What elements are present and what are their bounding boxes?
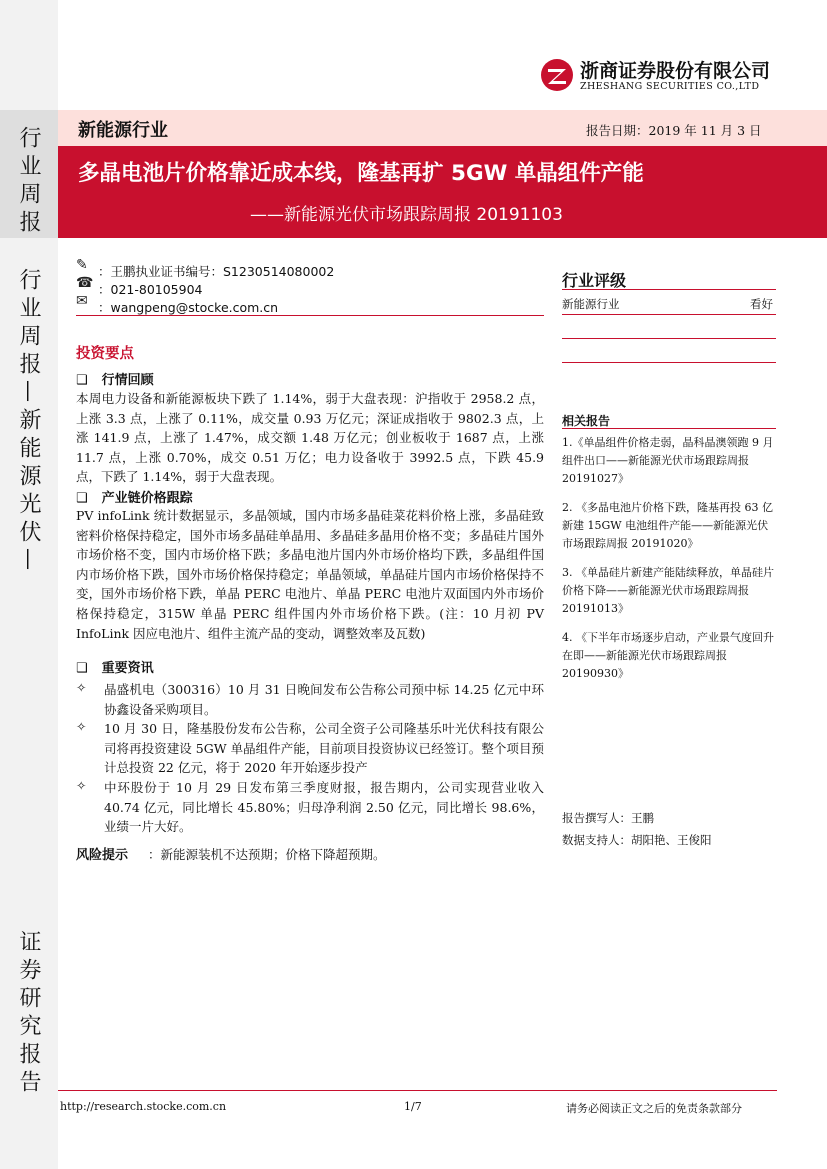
section-heading-text: 重要资讯 (101, 661, 154, 676)
checkbox-bullet-icon: ❑ (76, 373, 88, 388)
news-item: 中环股份于 10 月 29 日发布第三季度财报，报告期内，公司实现营业收入 40.74 亿元，同比增长 45.80%；归母净利润 2.50 亿元，同比增长 98.6%，业绩一片大好。 (104, 780, 544, 835)
section-heading-text: 产业链价格跟踪 (101, 491, 193, 506)
report-title: 多晶电池片价格靠近成本线，隆基再扩 5GW 单晶组件产能 (78, 161, 644, 186)
footer-divider (58, 1090, 777, 1091)
diamond-bullet-icon: ✧ (76, 680, 87, 695)
page-number: 1/7 (404, 1100, 422, 1113)
report-date: 报告日期：2019 年 11 月 3 日 (586, 123, 762, 138)
related-report-item: 1.《单晶组件价格走弱，晶科晶澳领跑 9 月组件出口——新能源光伏市场跟踪周报 20191027》 (562, 436, 774, 486)
market-review-paragraph: 本周电力设备和新能源板块下跌了 1.14%，弱于大盘表现：沪指收于 2958.2 点，上涨 3.3 点，上涨了 0.11%，成交量 0.93 万亿元；深证成指收于 9802.3 点，上涨 141.9 点，上涨了 1.47%，成交额 1.48 万亿元；创业板收于 1687 点，上涨 11.7 点，上涨 0.70%，成交 0.51 万亿；电力设备收于 3992.5 点，下跌 45.9 点，下跌了 1.14%，弱于大盘表现。 (76, 391, 544, 485)
rating-sector: 新能源行业 (562, 297, 620, 311)
diamond-bullet-icon: ✧ (76, 719, 87, 734)
rating-title: 行业评级 (562, 271, 627, 290)
company-logo (540, 56, 775, 100)
news-item: 晶盛机电（300316）10 月 31 日晚间发布公告称公司预中标 14.25 亿元中环协鑫设备采购项目。 (104, 682, 544, 717)
footer-url[interactable]: http://research.stocke.com.cn (60, 1100, 227, 1113)
data-support: 数据支持人：胡阳艳、王俊阳 (562, 833, 712, 847)
key-points-title: 投资要点 (76, 346, 134, 362)
sector-label: 新能源行业 (78, 120, 168, 141)
related-report-item: 3. 《单晶硅片新建产能陆续释放，单晶硅片价格下降——新能源光伏市场跟踪周报 20191013》 (562, 566, 774, 616)
diamond-bullet-icon: ✧ (76, 778, 87, 793)
mail-icon: ✉ (76, 293, 88, 309)
section-heading-news (76, 657, 154, 676)
rating-value: 看好 (750, 297, 773, 311)
side-label-top: 行业周报 (16, 126, 41, 238)
analyst-info: ：王鹏执业证书编号：S1230514080002 (98, 264, 335, 279)
rating-row-divider (562, 362, 776, 363)
report-subtitle: ——新能源光伏市场跟踪周报 20191103 (250, 205, 563, 225)
checkbox-bullet-icon: ❑ (76, 661, 88, 676)
news-item: 10 月 30 日，隆基股份发布公告称，公司全资子公司隆基乐叶光伏科技有限公司将再投资建设 5GW 单晶组件产能，目前项目投资协议已经签订。整个项目预计总投资 22 亿元，将于 2020 年开始逐步投产 (104, 721, 544, 776)
rating-row-divider (562, 314, 776, 315)
brand-name-cn: 浙商证券股份有限公司 (580, 60, 771, 82)
disclaimer-note: 请务必阅读正文之后的免责条款部分 (566, 1102, 742, 1115)
related-reports-title: 相关报告 (562, 414, 611, 428)
logo-mark-icon (540, 58, 574, 92)
related-report-item: 4. 《下半年市场逐步启动，产业景气度回升在即——新能源光伏市场跟踪周报 20190930》 (562, 631, 774, 681)
price-tracking-paragraph: PV infoLink 统计数据显示，多晶领域，国内市场多晶硅菜花料价格上涨，多晶硅致密料价格保持稳定，国外市场多晶硅单晶用、多晶硅多晶用价格不变；多晶硅片国外市场价格不变，国内市场价格下跌；多晶电池片国内外市场价格均下跌，多晶组件国内市场价格下跌，国外市场价格保持稳定；单晶领域，单晶硅片国内市场价格保持不变，国外市场价格下跌，单晶 PERC 电池片、单晶 PERC 电池片双面国内外市场价格保持稳定，315W 单晶 PERC 组件国内外市场价格下跌。(注：10 月初 PV InfoLink 因应电池片、组件主流产品的变动，调整效率及瓦数) (76, 508, 544, 641)
rating-divider (562, 289, 776, 290)
side-label-middle: 行业周报—新能源光伏— (16, 268, 41, 576)
brand-name-en: ZHESHANG SECURITIES CO.,LTD (580, 81, 760, 92)
checkbox-bullet-icon: ❑ (76, 491, 88, 506)
report-author: 报告撰写人：王鹏 (562, 811, 654, 825)
section-heading-text: 行情回顾 (101, 373, 154, 388)
phone-icon: ☎ (76, 275, 94, 291)
section-heading-price (76, 487, 193, 506)
contact-divider (76, 315, 544, 316)
side-label-bottom: 证券研究报告 (16, 930, 41, 1098)
analyst-email[interactable]: ：wangpeng@stocke.com.cn (98, 300, 279, 315)
risk-text: ：新能源装机不达预期；价格下降超预期。 (148, 847, 386, 862)
related-report-item: 2. 《多晶电池片价格下跌，隆基再投 63 亿新建 15GW 电池组件产能——新能源光伏市场跟踪周报 20191020》 (562, 501, 773, 551)
pen-icon: ✎ (76, 257, 88, 273)
rating-row-divider (562, 338, 776, 339)
section-heading-market (76, 369, 154, 388)
risk-label: 风险提示 (76, 848, 129, 863)
analyst-phone: ：021-80105904 (98, 282, 203, 297)
related-divider (562, 428, 776, 429)
